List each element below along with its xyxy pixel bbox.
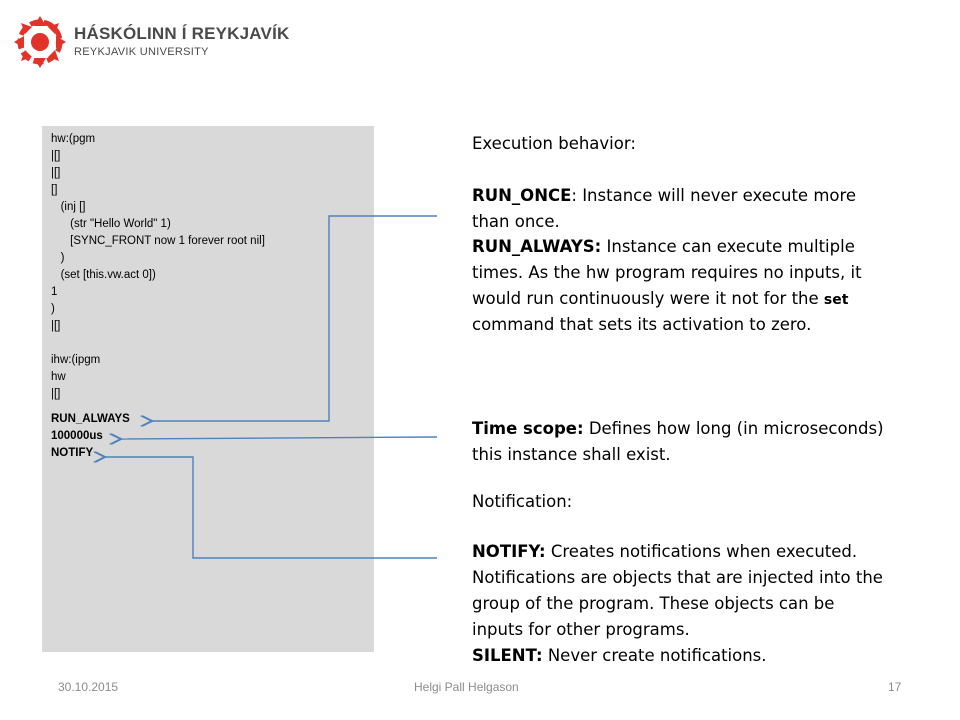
university-subtitle: REYKJAVIK UNIVERSITY xyxy=(74,46,209,58)
run-always-description-cont: would run continuously were it not for the xyxy=(472,289,824,308)
run-always-description: Instance can execute multiple xyxy=(601,237,855,256)
notify-connector xyxy=(105,457,437,558)
time-scope-term: Time scope: xyxy=(472,419,584,438)
code-line: (set [this.vw.act 0]) xyxy=(51,269,156,281)
run-always-line-3 xyxy=(472,286,848,313)
code-line: (inj [] xyxy=(51,201,86,213)
footer-date: 30.10.2015 xyxy=(58,680,119,694)
silent-term: SILENT: xyxy=(472,646,543,665)
code-line: ihw:(ipgm xyxy=(51,354,101,366)
run-always-line-1 xyxy=(472,234,855,260)
run-always-connector xyxy=(152,216,437,421)
notification-heading: Notification: xyxy=(472,492,573,511)
run-always-line-2: times. As the hw program requires no inputs, it xyxy=(472,263,862,282)
code-line: hw xyxy=(51,371,66,383)
notify-line-3: group of the program. These objects can be xyxy=(472,594,835,613)
time-scope-description: Defines how long (in microseconds) xyxy=(583,419,884,438)
run-once-description: : Instance will never execute more xyxy=(571,186,857,205)
code-line: 1 xyxy=(51,286,58,298)
code-line-notify: NOTIFY xyxy=(51,447,94,459)
execution-heading: Execution behavior: xyxy=(472,134,636,153)
notify-line-2: Notifications are objects that are injected into the xyxy=(472,568,883,587)
time-scope-connector xyxy=(121,437,437,439)
notify-line-4: inputs for other programs. xyxy=(472,620,690,639)
code-line: |[] xyxy=(51,320,61,332)
code-line: |[] xyxy=(51,167,61,179)
footer-author: Helgi Pall Helgason xyxy=(414,680,519,694)
run-once-line-2: than once. xyxy=(472,212,560,231)
run-once-term: RUN_ONCE xyxy=(472,186,572,205)
code-line-run-always: RUN_ALWAYS xyxy=(51,413,130,425)
notify-line-1 xyxy=(472,539,857,565)
notify-description: Creates notifications when executed. xyxy=(545,542,858,561)
code-line: (str "Hello World" 1) xyxy=(51,218,171,230)
footer-page-number: 17 xyxy=(888,680,902,694)
code-line-time-scope: 100000us xyxy=(51,430,103,442)
code-line: |[] xyxy=(51,388,61,400)
code-line: |[] xyxy=(51,150,61,162)
time-scope-line-2: this instance shall exist. xyxy=(472,445,671,464)
silent-line-1 xyxy=(472,643,767,669)
silent-description: Never create notifications. xyxy=(542,646,767,665)
university-name: HÁSKÓLINN Í REYKJAVÍK xyxy=(74,24,290,43)
run-always-term: RUN_ALWAYS: xyxy=(472,237,602,256)
run-once-line-1 xyxy=(472,183,856,209)
time-scope-line-1 xyxy=(472,416,884,442)
code-line: ) xyxy=(51,303,55,315)
run-always-line-4: command that sets its activation to zero. xyxy=(472,315,812,334)
code-line: hw:(pgm xyxy=(51,133,96,145)
code-line: [SYNC_FRONT now 1 forever root nil] xyxy=(51,235,265,247)
code-line: [] xyxy=(51,184,58,196)
code-line: ) xyxy=(51,252,65,264)
notify-term: NOTIFY: xyxy=(472,542,546,561)
set-command-term: set xyxy=(823,292,849,308)
